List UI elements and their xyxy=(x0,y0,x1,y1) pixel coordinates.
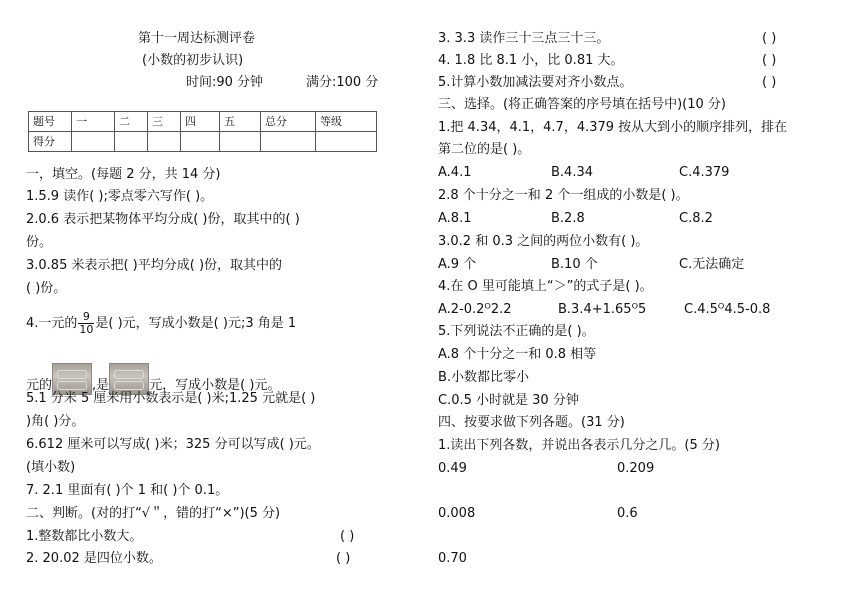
fraction-nine-tenths xyxy=(78,311,94,336)
score-table-cell: 四 xyxy=(181,112,220,132)
judge-q3-answer[interactable]: ( ) xyxy=(762,31,777,46)
judge-q3: 3. 3.3 读作三十三点三十三。 xyxy=(438,31,610,46)
fill-q6-line2: (填小数) xyxy=(26,460,76,475)
score-table xyxy=(28,111,377,152)
judge-q1: 1.整数都比小数大。 xyxy=(26,529,143,544)
choice-option[interactable]: C.无法确定 xyxy=(679,257,745,272)
choice-option[interactable]: B.2.8 xyxy=(551,211,585,226)
choice-option[interactable]: B.3.4+1.65ᴼ5 xyxy=(558,302,647,317)
score-cell-empty[interactable] xyxy=(72,132,115,152)
choice-q2: 2.8 个十分之一和 2 个一组成的小数是( )。 xyxy=(438,188,689,203)
fill-q4-pre: 4.一元的 xyxy=(26,316,78,331)
number-item: 0.209 xyxy=(617,461,655,476)
fill-q4-b1: 元的 xyxy=(26,378,53,393)
choice-q4: 4.在 O 里可能填上“＞”的式子是( )。 xyxy=(438,279,653,294)
choice-q1-line2: 第二位的是( )。 xyxy=(438,142,531,157)
choice-option[interactable]: A.2-0.2ᴼ2.2 xyxy=(438,302,512,317)
score-cell-empty[interactable] xyxy=(261,132,316,152)
choice-q5: 5.下列说法不正确的是( )。 xyxy=(438,324,595,339)
fraction-numerator: 9 xyxy=(78,311,94,324)
choice-option[interactable]: B.10 个 xyxy=(551,257,598,272)
number-item: 0.70 xyxy=(438,551,467,566)
judge-q5: 5.计算小数加减法要对齐小数点。 xyxy=(438,75,633,90)
fill-q3-line2: ( )份。 xyxy=(26,281,67,296)
score-table-cell: 总分 xyxy=(261,112,316,132)
section-2-title: 二、判断。(对的打“√＂，错的打“×”)(5 分) xyxy=(26,506,281,521)
read-q1: 1.读出下列各数，并说出各表示几分之几。(5 分) xyxy=(438,438,720,453)
section-3-title: 三、选择。(将正确答案的序号填在括号中)(10 分) xyxy=(438,97,726,112)
number-item: 0.49 xyxy=(438,461,467,476)
fill-q2-line1: 2.0.6 表示把某物体平均分成( )份，取其中的( ) xyxy=(26,212,300,227)
section-4-title: 四、按要求做下列各题。(31 分) xyxy=(438,415,625,430)
score-table-cell: 得分 xyxy=(29,132,72,152)
choice-option[interactable]: A.4.1 xyxy=(438,165,472,180)
choice-option[interactable]: C.4.5ᴼ4.5-0.8 xyxy=(684,302,771,317)
score-table-cell: 二 xyxy=(115,112,148,132)
score-cell-empty[interactable] xyxy=(316,132,377,152)
choice-option[interactable]: B.4.34 xyxy=(551,165,593,180)
score-cell-empty[interactable] xyxy=(148,132,181,152)
score-table-cell: 一 xyxy=(72,112,115,132)
judge-q2: 2. 20.02 是四位小数。 xyxy=(26,551,162,566)
choice-option[interactable]: A.8.1 xyxy=(438,211,472,226)
choice-option[interactable]: C.4.379 xyxy=(679,165,730,180)
fill-q2-line2: 份。 xyxy=(26,235,53,250)
fill-q4-post: 是( )元，写成小数是( )元;3 角是 1 xyxy=(95,316,297,331)
full-score: 满分:100 分 xyxy=(306,75,379,90)
fill-q4-b2: ,是 xyxy=(92,378,110,393)
score-table-cell: 等级 xyxy=(316,112,377,132)
score-table-cell: 五 xyxy=(220,112,261,132)
choice-option[interactable]: A.8 个十分之一和 0.8 相等 xyxy=(438,347,597,362)
number-item: 0.6 xyxy=(617,506,638,521)
paper-subtitle: (小数的初步认识) xyxy=(142,53,244,68)
fill-q5-line1: 5.1 分米 5 厘米用小数表示是( )米;1.25 元就是( ) xyxy=(26,391,316,406)
choice-option[interactable]: B.小数都比零小 xyxy=(438,370,530,385)
number-item: 0.008 xyxy=(438,506,476,521)
score-table-header-row xyxy=(29,112,377,132)
score-cell-empty[interactable] xyxy=(181,132,220,152)
fill-q4-b3: 元，写成小数是( )元。 xyxy=(149,378,281,393)
fraction-denominator: 10 xyxy=(79,323,94,336)
choice-option[interactable]: A.9 个 xyxy=(438,257,477,272)
score-cell-empty[interactable] xyxy=(220,132,261,152)
judge-q1-answer[interactable]: ( ) xyxy=(340,529,355,544)
choice-option[interactable]: C.8.2 xyxy=(679,211,713,226)
score-cell-empty[interactable] xyxy=(115,132,148,152)
choice-option[interactable]: C.0.5 小时就是 30 分钟 xyxy=(438,393,579,408)
section-1-title: 一，填空。(每题 2 分，共 14 分) xyxy=(26,167,221,182)
score-table-score-row xyxy=(29,132,377,152)
fill-q1: 1.5.9 读作( );零点零六写作( )。 xyxy=(26,189,214,204)
choice-q3: 3.0.2 和 0.3 之间的两位小数有( )。 xyxy=(438,234,649,249)
fill-q5-line2: )角( )分。 xyxy=(26,414,85,429)
paper-title: 第十一周达标测评卷 xyxy=(138,31,256,46)
fill-q3-line1: 3.0.85 米表示把( )平均分成( )份，取其中的 xyxy=(26,258,283,273)
time-limit: 时间:90 分钟 xyxy=(186,75,264,90)
fill-q7: 7. 2.1 里面有( )个 1 和( )个 0.1。 xyxy=(26,483,229,498)
fill-q6-line1: 6.612 厘米可以写成( )米；325 分可以写成( )元。 xyxy=(26,437,320,452)
choice-q1-line1: 1.把 4.34，4.1，4.7，4.379 按从大到小的顺序排列，排在 xyxy=(438,120,788,135)
fill-q4-line1 xyxy=(26,311,296,336)
judge-q4: 4. 1.8 比 8.1 小，比 0.81 大。 xyxy=(438,53,624,68)
score-table-cell: 题号 xyxy=(29,112,72,132)
judge-q4-answer[interactable]: ( ) xyxy=(762,53,777,68)
score-table-cell: 三 xyxy=(148,112,181,132)
judge-q5-answer[interactable]: ( ) xyxy=(762,75,777,90)
judge-q2-answer[interactable]: ( ) xyxy=(336,551,351,566)
